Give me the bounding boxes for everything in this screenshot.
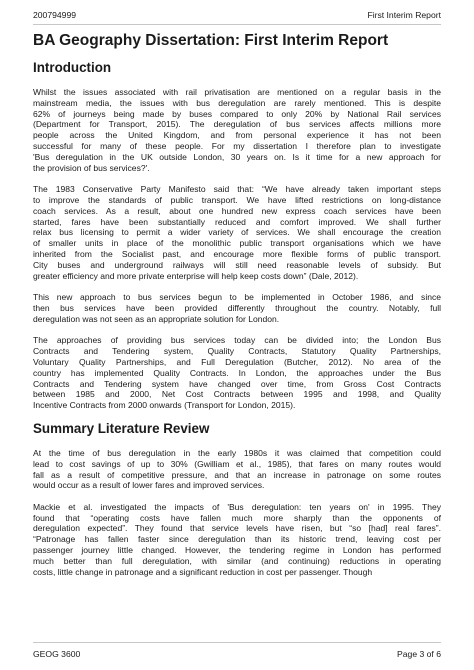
paragraph-line: lead to cost savings of up to 30% (Gwilliam et al., 1985), that fares on many routes would <box>33 458 441 469</box>
paragraph-line: inherited from the Socialist past, and encourage more flexible forms of public transport. <box>33 248 441 259</box>
paragraph-line: successful for many of these people. For my dissertation I therefore plan to investigate <box>33 140 441 151</box>
paragraph-line: Mackie et al. investigated the impacts of 'Bus deregulation: ten years on' in 1995. They <box>33 501 441 512</box>
paragraph-line: Voluntary Quality Partnerships, and Full Deregulation (Butcher, 2012). No area of the <box>33 356 441 367</box>
paragraph-line: At the time of bus deregulation in the early 1980s it was claimed that competition could <box>33 447 441 458</box>
literature-review-heading: Summary Literature Review <box>33 420 210 436</box>
literature-review-paragraph <box>33 502 441 578</box>
paragraph-line: the provision of bus services?'. <box>33 162 150 173</box>
paragraph-line: Contracts and Tendering system have changed over time, from Gross Cost Contracts <box>33 378 441 389</box>
footer-divider <box>33 642 441 643</box>
paragraph-line: City buses and underground railways will still need reasonable levels of subsidy. But <box>33 259 441 270</box>
paragraph-line: relax bus licensing to permit a wider variety of services. We shall encourage the creation <box>33 227 441 238</box>
paragraph-line: country has implemented Quality Contracts. In London, the approaches under the Bus <box>33 367 441 378</box>
paragraph-line: much better than full deregulation, with similar (and continuing) reductions in operating <box>33 555 441 566</box>
header-divider <box>33 24 441 25</box>
paragraph-line: deregulation expected”. They found that service levels have risen, but “so [had] real fares”. <box>33 523 441 534</box>
introduction-paragraph <box>33 335 441 411</box>
paragraph-line: found that “operating costs have fallen much more sharply than the opponents of <box>33 512 441 523</box>
paragraph-line: would occur as a result of lower fares and improved services. <box>33 480 265 491</box>
paragraph-line: mainstream media, the issues with bus deregulation are rarely mentioned. This is despite <box>33 97 441 108</box>
paragraph-line: greater efficiency and more private enterprise will help keep costs down” (Dale, 2012). <box>33 270 359 281</box>
header-student-id: 200794999 <box>33 10 77 20</box>
paragraph-line: Contracts and Tendering system, Quality Contracts, Statutory Quality Partnerships, <box>33 346 441 357</box>
introduction-heading: Introduction <box>33 60 112 75</box>
paragraph-line: Whilst the issues associated with rail privatisation are mentioned on a regular basis in the <box>33 87 441 97</box>
document-body <box>33 30 441 577</box>
introduction-paragraph <box>33 87 441 173</box>
footer-page-number: Page 3 of 6 <box>397 649 441 659</box>
paragraph-line: 'Bus deregulation in the UK outside London, 30 years on. Is it time for a new approach for <box>33 151 441 162</box>
literature-review-section <box>33 448 441 578</box>
paragraph-line: The 1983 Conservative Party Manifesto said that: “We have already taken important steps <box>33 184 441 195</box>
paragraph-line: coach services. As a result, about one hundred new express coach services have been <box>33 205 441 216</box>
paragraph-line: 62% of journeys being made by buses compared to only 20% by National Rail services <box>33 108 441 119</box>
paragraph-line: (Department for Transport, 2015). The deregulation of bus services affects millions more <box>33 119 441 130</box>
document-title: BA Geography Dissertation: First Interim Report <box>33 32 389 49</box>
paragraph-line: Incentive Contracts from 2000 onwards (Transport for London, 2015). <box>33 400 296 411</box>
paragraph-line: deregulation was not seen as an appropriate solution for London. <box>33 313 280 324</box>
paragraph-line: to improve the standards of public transport. We have lifted restrictions on long-distance <box>33 194 441 205</box>
header-report-name: First Interim Report <box>367 10 441 20</box>
paragraph-line: costs, little change in patronage and a significant reduction in cost per passenger. Though <box>33 566 373 577</box>
paragraph-line: then bus services have been provided differently throughout the country. Notably, full <box>33 302 441 313</box>
paragraph-line: passenger journey little changed. However, the tendering regime in London has performed <box>33 545 441 556</box>
literature-review-paragraph <box>33 448 441 491</box>
paragraph-line: This new approach to bus services begun to be implemented in October 1986, and since <box>33 292 441 303</box>
paragraph-line: The approaches of providing bus services today can be divided into; the London Bus <box>33 335 441 346</box>
introduction-section <box>33 87 441 411</box>
paragraph-line: people across the United Kingdom, and from personal experience it has not been <box>33 130 441 141</box>
page-header <box>33 8 441 22</box>
paragraph-line: fall as a result of competitive pressure, and that an increase in patronage on some routes <box>33 469 441 480</box>
footer-course-code: GEOG 3600 <box>33 649 81 659</box>
paragraph-line: started, fares have been substantially reduced and comfort improved. We shall further <box>33 216 441 227</box>
introduction-paragraph <box>33 184 441 281</box>
page-footer <box>33 647 441 661</box>
paragraph-line: of smaller units in place of the monolithic public transport organisations which we have <box>33 238 441 249</box>
paragraph-line: between 1985 and 2000, Net Cost Contracts between 1995 and 1998, and Quality <box>33 389 441 400</box>
introduction-paragraph <box>33 292 441 324</box>
paragraph-line: “Patronage has fallen faster since deregulation than its historic trend, leaving cost per <box>33 534 441 545</box>
